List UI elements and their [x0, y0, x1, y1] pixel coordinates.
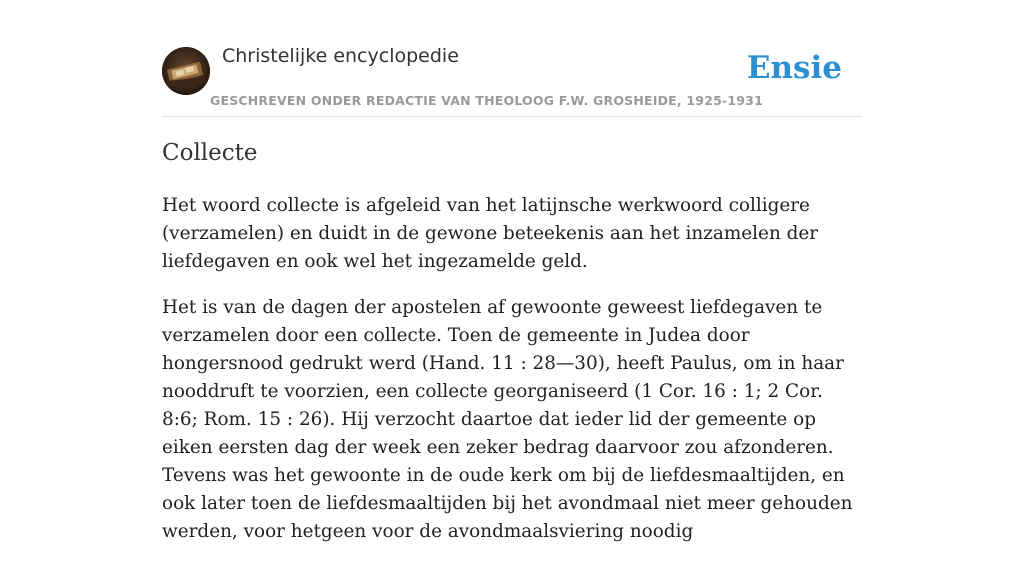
- site-header: [162, 0, 862, 117]
- site-subtitle: GESCHREVEN ONDER REDACTIE VAN THEOLOOG F.W. GROSHEIDE, 1925-1931: [210, 93, 763, 108]
- article-paragraph: Het is van de dagen der apostelen af gewoonte geweest liefdegaven te verzamelen door een collecte. Toen de gemeente in Judea door hongersnood gedrukt werd (Hand. 11 : 28—30), heeft Paulus, om in haar nooddruft te voorzien, een collecte georganiseerd (1 Cor. 16 : 1; 2 Cor. 8:6; Rom. 15 : 26). Hij verzocht daartoe dat ieder lid der gemeente op eiken eersten dag der week een zeker bedrag daarvoor zou afzonderen. Tevens was het gewoonte in de oude kerk om bij de liefdesmaaltijden, en ook later toen de liefdesmaaltijden bij het avondmaal niet meer gehouden werden, voor hetgeen voor de avondmaalsviering noodig: [162, 297, 853, 542]
- article-paragraph: Het woord collecte is afgeleid van het latijnsche werkwoord colligere (verzamelen) en duidt in de gewone beteekenis aan het inzamelen der liefdegaven en ook wel het ingezamelde geld.: [162, 195, 819, 272]
- avatar[interactable]: [162, 47, 210, 95]
- site-title[interactable]: Christelijke encyclopedie: [222, 45, 459, 67]
- brand-logo[interactable]: Ensie: [746, 50, 842, 86]
- book-photo-icon: [162, 47, 210, 95]
- article-body: [162, 192, 864, 564]
- page: [162, 0, 862, 542]
- article-title: Collecte: [162, 140, 258, 166]
